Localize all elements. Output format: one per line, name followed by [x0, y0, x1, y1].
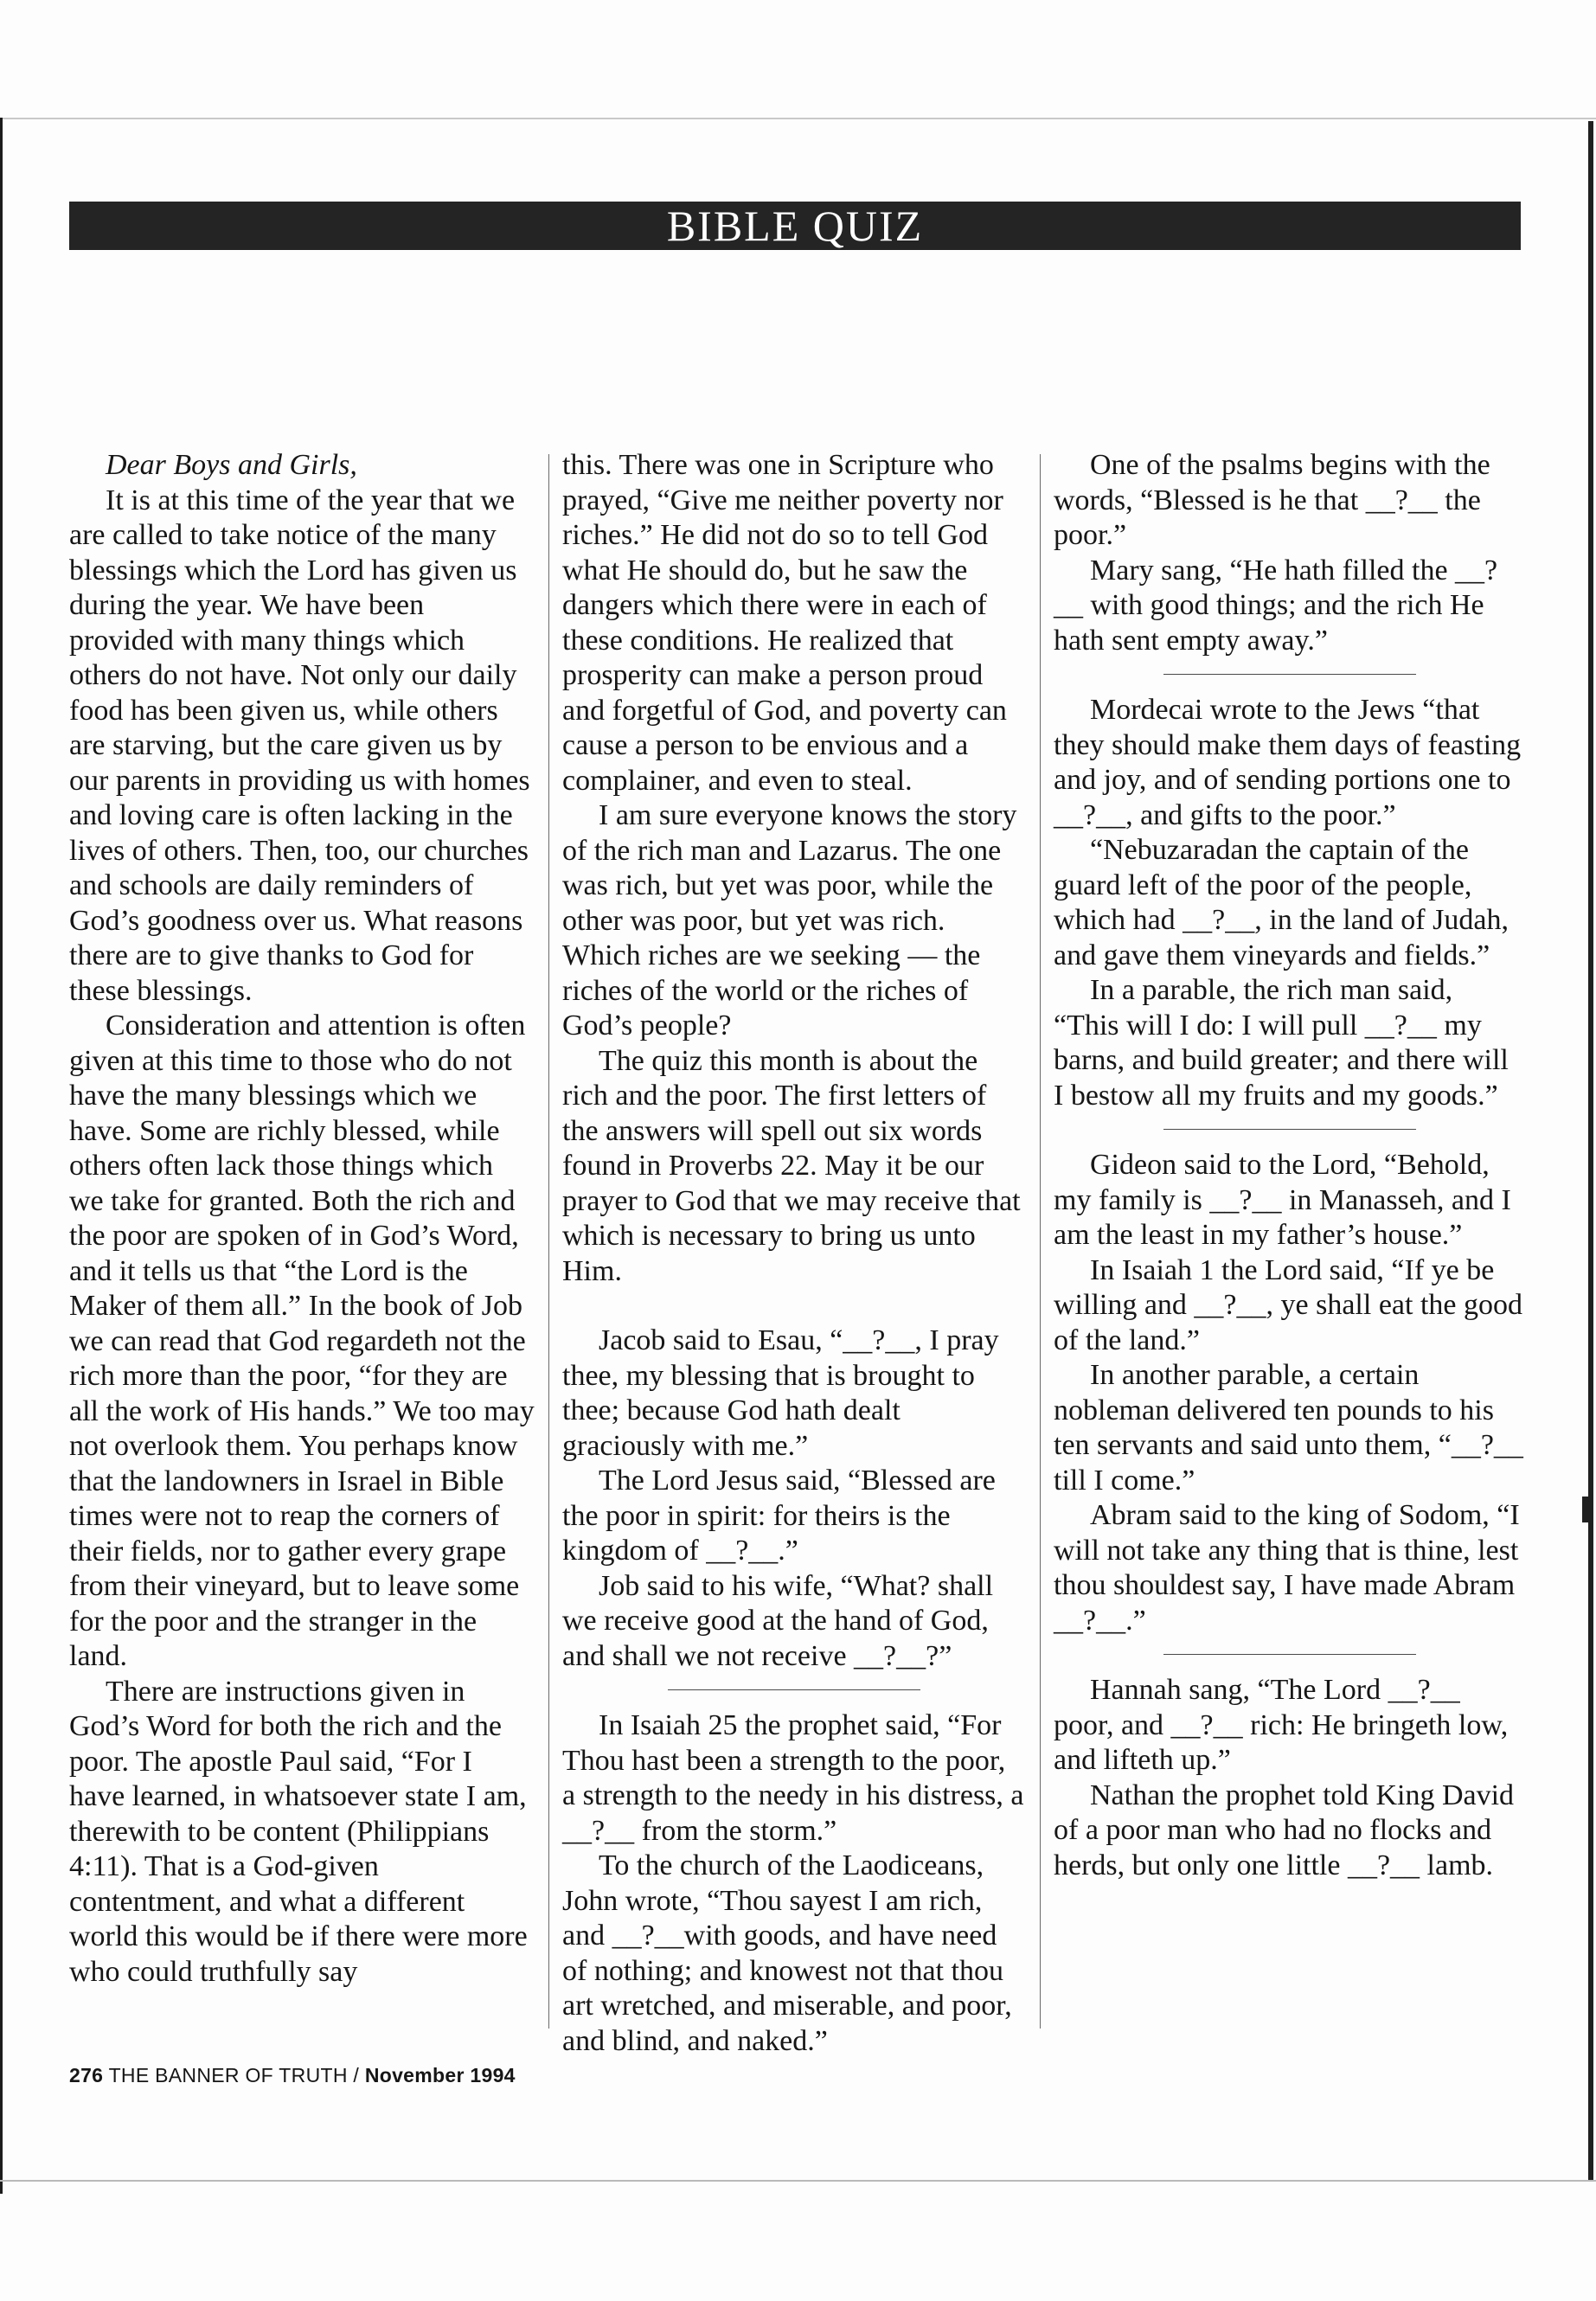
page-number: 276	[69, 2064, 104, 2086]
column-separator	[1040, 454, 1041, 2029]
letter-paragraph-continued: this. There was one in Scripture who prayed, “Give me neither poverty nor riches.” He did not do so to tell God what He should do, but he saw the dangers which there were in each of these conditions. He realized that prosperity can make a person proud and forgetful of God, and poverty can cause a person to be envious and a complainer, and even to steal.	[562, 449, 1007, 797]
quiz-question: In another parable, a certain nobleman delivered ten pounds to his ten servants and said unto them, “__?__ till I come.”	[1054, 1359, 1523, 1497]
page-footer	[69, 2064, 516, 2087]
column-1	[69, 448, 535, 1990]
letter-paragraph: It is at this time of the year that we are called to take notice of the many blessings which the Lord has given us during the year. We have been provided with many things which others do not have. Not only our daily food has been given us, while others are starving, but the care given us by our parents in providing us with homes and loving care is often lacking in the lives of others. Then, too, our churches and schools are daily reminders of God’s goodness over us. What reasons there are to give thanks to God for these blessings.	[69, 484, 530, 1007]
column-2	[562, 448, 1025, 2059]
quiz-question: Job said to his wife, “What? shall we receive good at the hand of God, and shall we not receive __?__?”	[562, 1569, 994, 1672]
letter-paragraph: The quiz this month is about the rich and the poor. The first letters of the answers will spell out six words found in Proverbs 22. May it be our prayer to God that we may receive that which is necessary to bring us unto Him.	[562, 1044, 1021, 1287]
quiz-question: In a parable, the rich man said, “This will I do: I will pull __?__ my barns, and build greater; and there will I bestow all my fruits and my goods.”	[1054, 974, 1509, 1112]
issue-date: November 1994	[364, 2064, 516, 2086]
letter-paragraph: There are instructions given in God’s Word for both the rich and the poor. The apostle Paul said, “For I have learned, in whatsoever state I am, therewith to be content (Philippians 4:11). That is a God-given contentment, and what a different world this would be if there were more who could truthfully say	[69, 1675, 528, 1988]
column-separator	[548, 454, 549, 2029]
letter-paragraph: Consideration and attention is often given at this time to those who do not have the many blessings which we have. Some are richly blessed, while others often lack those things which we take for granted. Both the rich and the poor are spoken of in God’s Word, and it tells us that “the Lord is the Maker of them all.” In the book of Job we can read that God regardeth not the rich more than the poor, “for they are all the work of His hands.” We too may not overlook them. You perhaps know that the landowners in Israel in Bible times were not to reap the corners of their fields, nor to gather every grape from their vineyard, but to leave some for the poor and the stranger in the land.	[69, 1009, 535, 1672]
quiz-question: Mary sang, “He hath filled the __?__ with good things; and the rich He hath sent empty away.”	[1054, 554, 1498, 657]
quiz-question: Nathan the prophet told King David of a poor man who had no flocks and herds, but only one little __?__ lamb.	[1054, 1779, 1515, 1881]
section-gap	[562, 1289, 1025, 1324]
quiz-question: The Lord Jesus said, “Blessed are the poor in spirit: for theirs is the kingdom of __?__.”	[562, 1465, 996, 1567]
scan-right-edge	[1588, 121, 1593, 2180]
letter-paragraph: I am sure everyone knows the story of the rich man and Lazarus. The one was rich, but yet was poor, while the other was poor, but yet was rich. Which riches are we seeking — the riches of the world or the riches of God’s people?	[562, 799, 1017, 1042]
salutation: Dear Boys and Girls,	[106, 449, 357, 481]
quiz-divider	[1163, 674, 1416, 675]
quiz-question: Abram said to the king of Sodom, “I will not take any thing that is thine, lest thou shouldest say, I have made Abram __?__.”	[1054, 1499, 1520, 1637]
publication-name: THE BANNER OF TRUTH /	[108, 2064, 360, 2086]
scan-left-edge	[0, 118, 3, 2194]
quiz-divider	[668, 1689, 920, 1690]
page-bottom-rule	[0, 2180, 1596, 2182]
quiz-divider	[1163, 1129, 1416, 1130]
page-top-rule	[0, 118, 1596, 119]
quiz-question: Hannah sang, “The Lord __?__ poor, and __?__ rich: He bringeth low, and lifteth up.”	[1054, 1674, 1509, 1776]
scan-right-mark	[1582, 1497, 1590, 1522]
quiz-question: To the church of the Laodiceans, John wrote, “Thou sayest I am rich, and __?__with goods, and have need of nothing; and knowest not that thou art wretched, and miserable, and poor, and blind, and naked.”	[562, 1849, 1012, 2057]
quiz-divider	[1163, 1654, 1416, 1655]
quiz-question: One of the psalms begins with the words, “Blessed is he that __?__ the poor.”	[1054, 449, 1490, 551]
quiz-question: “Nebuzaradan the captain of the guard left of the poor of the people, which had __?__, in the land of Judah, and gave them vineyards and fields.”	[1054, 834, 1509, 971]
page-title: BIBLE QUIZ	[69, 202, 1521, 250]
quiz-question: Jacob said to Esau, “__?__, I pray thee, my blessing that is brought to thee; because God hath dealt graciously with me.”	[562, 1324, 999, 1462]
quiz-question: In Isaiah 1 the Lord said, “If ye be willing and __?__, ye shall eat the good of the land.”	[1054, 1253, 1522, 1356]
quiz-question: Mordecai wrote to the Jews “that they should make them days of feasting and joy, and of sending portions one to __?__, and gifts to the poor.”	[1054, 694, 1522, 831]
column-3	[1054, 448, 1525, 1883]
quiz-question: In Isaiah 25 the prophet said, “For Thou hast been a strength to the poor, a strength to the needy in his distress, a __?__ from the storm.”	[562, 1709, 1024, 1847]
quiz-question: Gideon said to the Lord, “Behold, my family is __?__ in Manasseh, and I am the least in my father’s house.”	[1054, 1149, 1511, 1251]
